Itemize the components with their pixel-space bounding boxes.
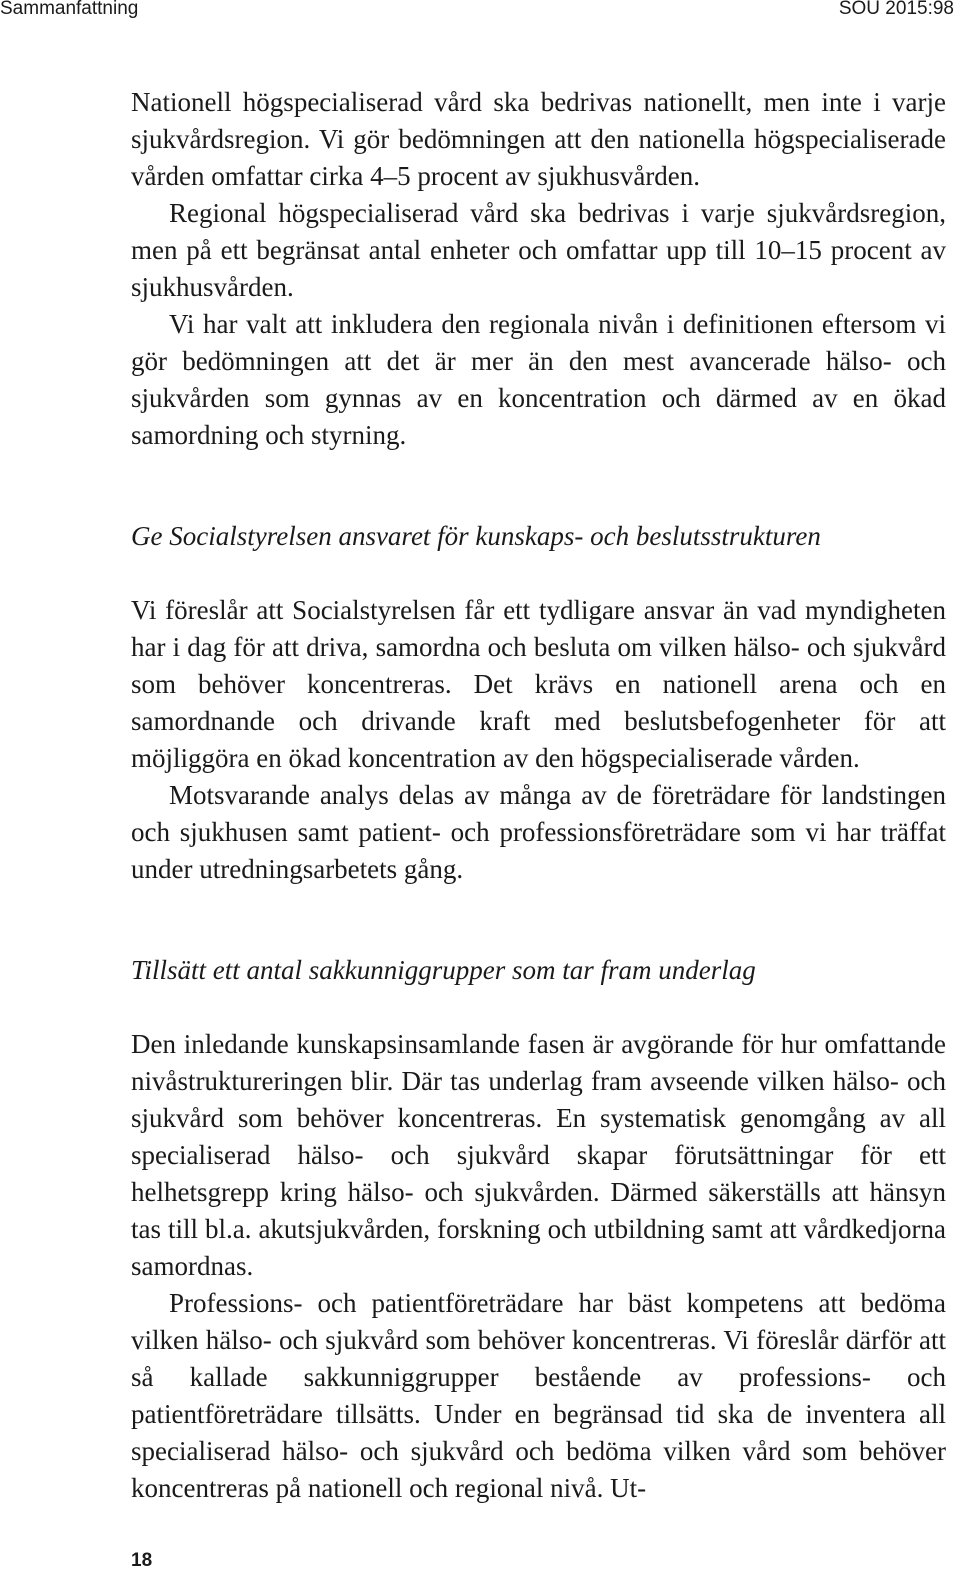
- paragraph: Den inledande kunskapsinsamlande fasen är avgörande för hur omfattande nivåstruktureringen blir. Där tas underlag fram avseende vilken hälso- och sjukvård som behöver koncentreras. En systematisk genomgång av all specialiserad hälso- och sjukvård skapar förutsättningar för ett helhetsgrepp kring hälso- och sjukvården. Därmed säkerställs att hänsyn tas till bl.a. akutsjukvården, forskning och utbildning samt att vårdkedjorna samordnas.: [131, 1029, 946, 1281]
- spacer: [131, 989, 946, 1026]
- spacer: [131, 888, 946, 952]
- paragraph: Motsvarande analys delas av många av de företrädare för landstingen och sjukhusen samt patient- och professionsföreträdare som vi har träffat under utredningsarbetets gång.: [131, 780, 946, 884]
- paragraph: Vi har valt att inkludera den regionala nivån i definitionen eftersom vi gör bedömningen att det är mer än den mest avancerade hälso- och sjukvården som gynnas av en koncentration och därmed av en ökad samordning och styrning.: [131, 309, 946, 450]
- paragraph: Nationell högspecialiserad vård ska bedrivas nationellt, men inte i varje sjukvårdsregion. Vi gör bedömningen att den nationella högspecialiserade vården omfattar cirka 4–5 procent av sjukhusvården.: [131, 87, 946, 191]
- page-body: [131, 84, 946, 1507]
- spacer: [131, 555, 946, 592]
- paragraph: Regional högspecialiserad vård ska bedrivas i varje sjukvårdsregion, men på ett begränsat antal enheter och omfattar upp till 10–15 procent av sjukhusvården.: [131, 198, 946, 302]
- spacer: [131, 454, 946, 518]
- section-heading: Ge Socialstyrelsen ansvaret för kunskaps- och beslutsstrukturen: [131, 521, 821, 551]
- chapter-title: Sammanfattning: [0, 0, 139, 19]
- paragraph: Professions- och patientföreträdare har bäst kompetens att bedöma vilken hälso- och sjukvård som behöver koncentreras. Vi föreslår därför att så kallade sakkunniggrupper bestående av professions- och patientföreträdare tillsätts. Under en begränsad tid ska de inventera all specialiserad hälso- och sjukvård och bedöma vilken vård som behöver koncentreras på nationell och regional nivå. Ut-: [131, 1288, 946, 1503]
- paragraph: Vi föreslår att Socialstyrelsen får ett tydligare ansvar än vad myndigheten har i dag för att driva, samordna och besluta om vilken hälso- och sjukvård som behöver koncentreras. Det krävs en nationell arena och en samordnande och drivande kraft med beslutsbefogenheter för att möjliggöra en ökad koncentration av den högspecialiserade vården.: [131, 595, 946, 773]
- section-heading: Tillsätt ett antal sakkunniggrupper som tar fram underlag: [131, 955, 756, 985]
- page-number: 18: [131, 1550, 153, 1571]
- running-header: [0, 0, 960, 26]
- report-id: SOU 2015:98: [838, 0, 954, 19]
